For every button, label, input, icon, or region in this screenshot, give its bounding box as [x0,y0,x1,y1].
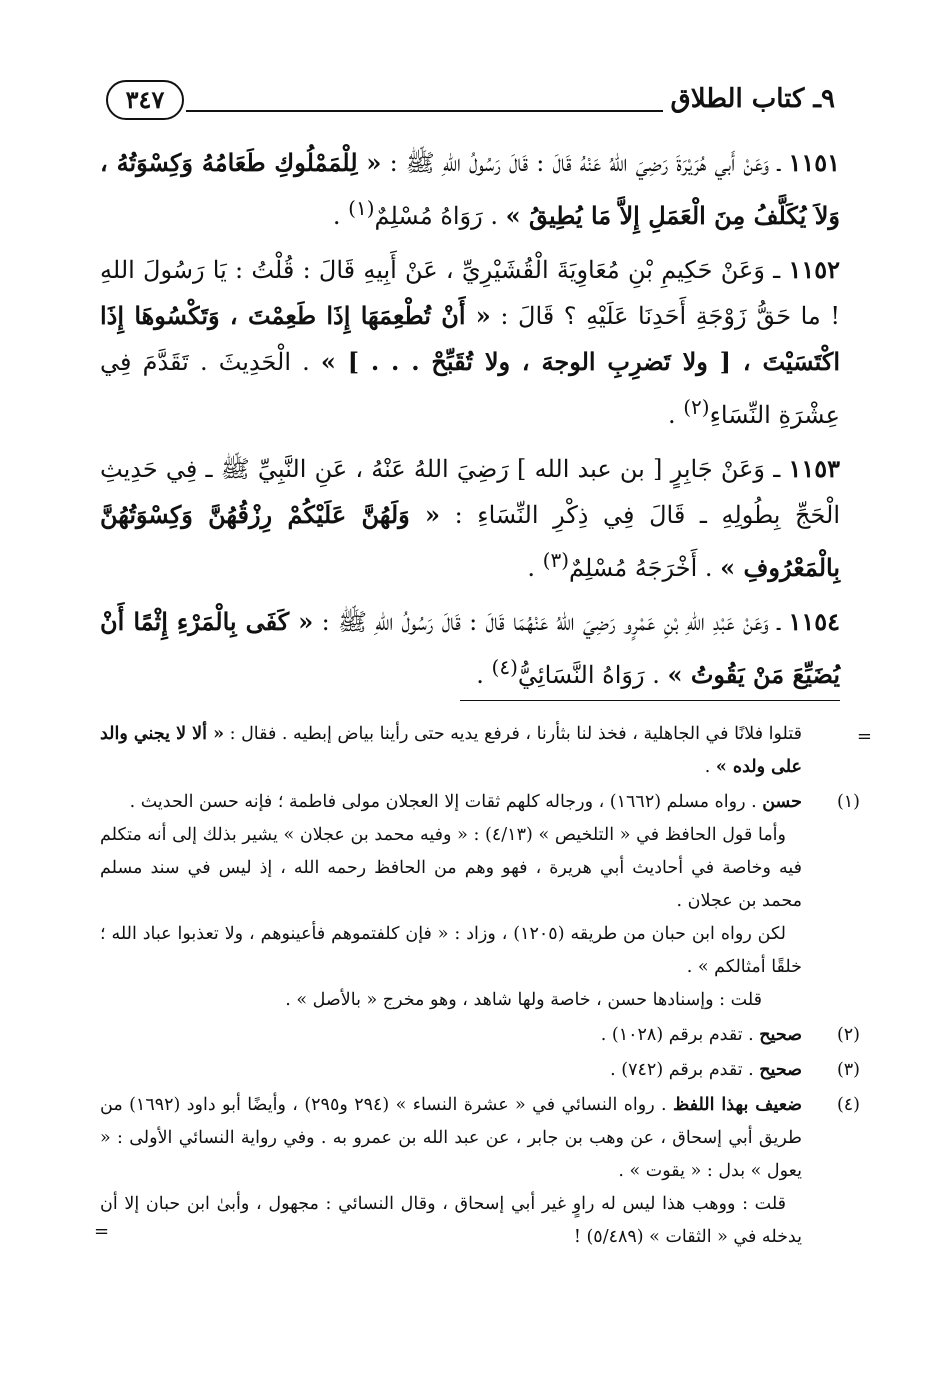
hadith-number: ١١٥٣ [788,454,840,483]
hadith-1153 [100,446,840,591]
footnote-text: . تقدم برقم (٧٤٢) . [610,1060,760,1080]
footnote-1 [100,786,860,1017]
footnote-label: (٢) [836,1025,860,1045]
hadith-number: ١١٥٢ [788,255,840,284]
continuation-mark: = [856,726,872,747]
footnote-paragraph: لكن رواه ابن حبان من طريقه (١٢٠٥) ، وزاد : « فإن كلفتموهم فأعينوهم ، ولا تعذبوا عباد الله ؛ خلقًا أمثالكم » . [100,924,802,977]
hadith-quote: « أَنْ تُطْعِمَهَا إِذَا طَعِمْتَ ، وَتَكْسُوهَا إِذَا اكْتَسَيْتَ ، [ ولا تَضرِبِ الوجهَ ، ولا تُقَبِّحْ . . . ] » [100,301,840,376]
footnote-end: . [704,757,716,777]
hadith-1152 [100,247,840,438]
hadith-text: ـ وَعَنْ حَكِيمِ بْنِ مُعَاوِيَةَ الْقُشَيْرِيِّ ، عَنْ أَبِيهِ قَالَ : قُلْتُ : يَا رَسُولَ اللهِ ! ما حَقُّ زَوْجَةِ أَحَدِنَا عَلَيْهِ ؟ قَالَ : [100,256,840,330]
footnote-paragraph: قلت : ووهب هذا ليس له راوٍ غير أبي إسحاق ، وقال النسائي : مجهول ، وأبىٰ ابن حبان إلا أن يدخله في « الثقات » (٥/٤٨٩) ! [100,1194,802,1247]
footnote-text: . رواه النسائي في « عشرة النساء » (٢٩٤ و٢٩٥) ، وأيضًا أبو داود (١٦٩٢) من طريق أبي إسحاق ، عن وهب بن جابر ، عن عبد الله بن عمرو به . وفي رواية النسائي الأولى : « يعول » بدل : « يقوت » . [100,1095,802,1181]
header-rule [186,110,663,112]
footnote-grade: صحيح [759,1025,802,1045]
hadith-source: . رَوَاهُ مُسْلِمٌ [374,202,506,230]
footnote-grade: حسن [762,792,802,812]
hadith-source: . رَوَاهُ النَّسَائِيُّ [517,661,668,689]
hadith-1154 [100,599,840,698]
hadith-source: . الْحَدِيثَ . تَقَدَّمَ فِي عِشْرَةِ النِّسَاءِ [100,348,840,429]
footnote-ref[interactable]: (٤) [491,655,518,679]
footnote-3 [100,1054,860,1087]
footnote-paragraph: وأما قول الحافظ في « التلخيص » (٤/١٣) : « وفيه محمد بن عجلان » يشير بذلك إلى أنه متكلم فيه وخاصة في أحاديث أبي هريرة ، فهو وهم من الحافظ رحمه الله ، إذ ليس في سند مسلم محمد بن عجلان . [100,825,802,911]
footnote-label: (٣) [836,1060,860,1080]
hadith-text: ـ وَعَنْ أَبي هُرَيْرَةَ رَضِيَ اللهُ عَنْهُ قَالَ : قَالَ رَسُولُ اللهِ ﷺ : [381,149,789,177]
hadith-end: . [476,661,492,689]
hadith-quote: « وَلَهُنَّ عَلَيْكُمْ رِزْقُهُنَّ وَكِسْوَتُهُنَّ بِالْمَعْرُوفِ » [100,500,840,582]
footnote-4 [100,1089,860,1254]
hadith-number: ١١٥١ [788,148,840,177]
hadith-number: ١١٥٤ [788,607,840,636]
hadith-quote: « لِلْمَمْلُوكِ طَعَامُهُ وَكِسْوَتُهُ ، وَلاَ يُكَلَّفُ مِنَ الْعَمَلِ إِلاَّ مَا يُطِيقُ » [100,148,840,230]
hadith-text: ـ وَعَنْ جَابِرٍ [ بن عبد الله ] رَضِيَ اللهُ عَنْهُ ، عَنِ النَّبِيِّ ﷺ ـ فِي حَدِيثِ الْحَجِّ بِطُولِهِ ـ قَالَ فِي ذِكْرِ النِّسَاءِ : [100,455,840,529]
hadith-1151 [100,140,840,239]
hadith-source: . أَخْرَجَهُ مُسْلِمٌ [569,554,721,582]
hadith-end: . [527,554,543,582]
footnote-label: (٤) [836,1095,860,1115]
footnote-text: . تقدم برقم (١٠٢٨) . [600,1025,760,1045]
footnote-separator [460,700,840,701]
hadith-text: ـ وَعَنْ عَبْدِ اللهِ بْنِ عَمْرٍو رَضِيَ اللهُ عَنْهُمَا قَالَ : قَالَ رَسُولُ اللهِ ﷺ : [313,608,789,636]
page-header [100,80,835,130]
footnote-grade: ضعيف بهذا اللفظ [673,1095,802,1115]
footnote-2 [100,1019,860,1052]
footnote-ref[interactable]: (٣) [542,548,570,572]
continues-mark: = [94,1221,110,1242]
footnote-continuation [100,718,860,784]
main-text [100,140,840,706]
footnotes [94,718,872,1256]
hadith-quote: « كَفَى بِالْمَرْءِ إِثْمًا أَنْ يُضَيِّعَ مَنْ يَقُوتُ » [100,607,840,689]
chapter-title: ٩ـ كتاب الطلاق [670,84,835,114]
page-number-badge: ٣٤٧ [106,80,184,120]
footnote-text: قتلوا فلانًا في الجاهلية ، فخذ لنا بثأرنا ، فرفع يديه حتى رأينا بياض إبطيه . فقال : [224,724,802,744]
footnote-label: (١) [836,792,860,812]
footnote-quote: « ألا لا يجني والد على ولده » [100,724,802,777]
footnote-paragraph: قلت : وإسنادها حسن ، خاصة ولها شاهد ، وهو مخرج « بالأصل » . [285,990,762,1010]
footnote-text: . رواه مسلم (١٦٦٢) ، ورجاله كلهم ثقات إلا العجلان مولى فاطمة ؛ فإنه حسن الحديث . [129,792,763,812]
footnote-grade: صحيح [759,1060,802,1080]
footnote-ref[interactable]: (٢) [683,395,710,419]
footnote-ref[interactable]: (١) [348,196,375,220]
hadith-end: . [667,401,684,429]
hadith-end: . [332,202,349,230]
